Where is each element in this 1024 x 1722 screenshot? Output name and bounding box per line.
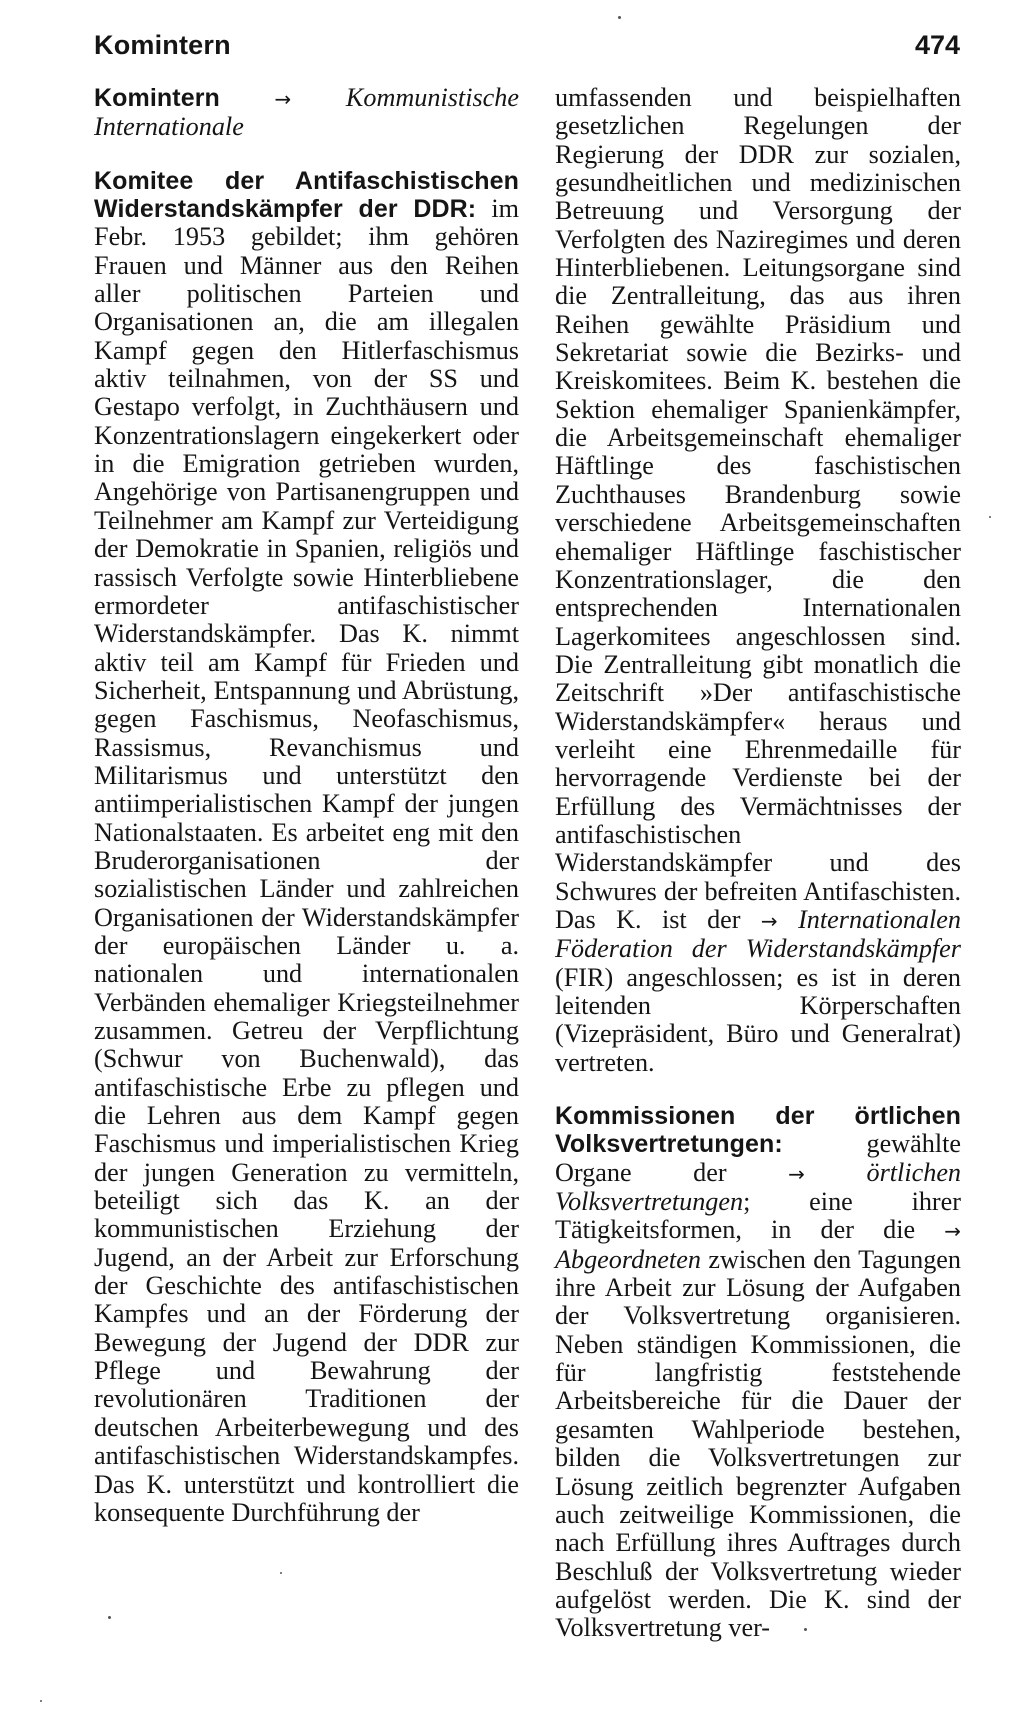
cross-reference-arrow-icon: → — [944, 1219, 961, 1244]
entry-body-text: ; eine ihrer Tätigkeitsformen, in der die — [555, 1187, 961, 1245]
running-head: Komintern — [94, 30, 231, 60]
entry-headword: Komitee der Antifaschistischen Widerstandskämpfer der DDR: — [94, 166, 519, 224]
scan-speck — [108, 1616, 111, 1619]
entry-komitee-continued — [555, 84, 961, 1077]
scan-speck — [280, 1572, 282, 1574]
entry-headword: Komintern — [94, 84, 220, 112]
entry-body-text: gewählte Organe der — [555, 1129, 961, 1187]
cross-reference-link[interactable]: örtlichen Volksvertretungen — [555, 1157, 962, 1217]
scan-speck — [618, 16, 621, 19]
scan-speck — [40, 1700, 42, 1702]
right-column — [555, 84, 961, 1643]
scan-speck — [989, 516, 991, 518]
cross-reference-link[interactable]: Abgeordneten — [555, 1244, 701, 1274]
entry-body-text: (FIR) angeschlossen; es ist in deren leitenden Körperschaften (Vizepräsident, Büro und Generalrat) vertreten. — [555, 962, 961, 1077]
entry-kommissionen — [555, 1102, 961, 1643]
entry-komitee — [94, 167, 519, 1528]
cross-reference-arrow-icon: → — [274, 87, 292, 111]
scan-speck — [804, 1628, 807, 1631]
entry-body-text: umfassenden und beispielhaften gesetzlichen Regelungen der Regierung der DDR zur sozialen, gesundheitlichen und medizinischen Betreuung und Versorgung der Verfolgten des Naziregimes und deren Hinterbliebenen. Leitungsorgane sind die Zentralleitung, das aus ihren Reihen gewählte Präsidium und Sekretariat sowie die Bezirks- und Kreiskomitees. Beim K. bestehen die Sektion ehemaliger Spanienkämpfer, die Arbeitsgemeinschaft ehemaliger Häftlinge des faschistischen Zuchthauses Brandenburg sowie verschiedene Arbeitsgemeinschaften ehemaliger Häftlinge faschistischer Konzentrationslager, die den entsprechenden Internationalen Lagerkomitees angeschlossen sind. Die Zentralleitung gibt monatlich die Zeitschrift »Der antifaschistische Widerstandskämpfer« heraus und verleiht eine Ehrenmedaille für hervorragende Verdienste bei der Erfüllung des Vermächtnisses der antifaschistischen Widerstandskämpfer und des Schwures der befreiten Antifaschisten. Das K. ist der — [555, 83, 961, 934]
cross-reference-link[interactable]: Internationalen Föderation der Widerstandskämpfer — [555, 904, 961, 964]
entry-headword: Kommissionen der örtlichen Volksvertretungen: — [555, 1102, 961, 1159]
left-column — [94, 84, 519, 1527]
entry-body-text: im Febr. 1953 gebildet; ihm gehören Frauen und Männer aus den Reihen aller politischen Parteien und Organisationen an, die am illegalen Kampf gegen den Hitlerfaschismus aktiv teilnahmen, von der SS und Gestapo verfolgt, in Zuchthäusern und Konzentrationslagern eingekerkert oder in die Emigration getrieben wurden, Angehörige von Partisanengruppen und Teilnehmer am Kampf zur Verteidigung der Demokratie in Spanien, religiös und rassisch Verfolgte sowie Hinterbliebene ermordeter antifaschistischer Widerstandskämpfer. Das K. nimmt aktiv teil am Kampf für Frieden und Sicherheit, Entspannung und Abrüstung, gegen Faschismus, Neofaschismus, Rassismus, Revanchismus und Militarismus und unterstützt den antiimperialistischen Kampf der jungen Nationalstaaten. Es arbeitet eng mit den Bruderorganisationen der sozialistischen Länder und zahlreichen Organisationen der Widerstandskämpfer der europäischen Länder u. a. nationalen und internationalen Verbänden ehemaliger Kriegsteilnehmer zusammen. Getreu der Verpflichtung (Schwur von Buchenwald), das antifaschistische Erbe zu pflegen und die Lehren aus dem Kampf gegen Faschismus und imperialistischen Krieg der jungen Generation zu vermitteln, beteiligt sich das K. an der kommunistischen Erziehung der Jugend, an der Arbeit zur Erforschung der Geschichte des antifaschistischen Kampfes und an der Förderung der Bewegung der Jugend der DDR zur Pflege und Bewahrung der revolutionären Traditionen der deutschen Arbeiterbewegung und des antifaschistischen Widerstandskampfes. Das K. unterstützt und kontrolliert die konsequente Durchführung der — [94, 194, 519, 1527]
entry-komintern — [94, 84, 519, 142]
cross-reference-link[interactable]: Kommunistische Internationale — [94, 83, 520, 142]
cross-reference-arrow-icon: → — [788, 1161, 805, 1186]
page-number: 474 — [914, 30, 960, 60]
cross-reference-arrow-icon: → — [760, 908, 778, 933]
entry-body-text: zwischen den Tagungen ihre Arbeit zur Lösung der Aufgaben der Volksvertretung organisieren. Neben ständigen Kommissionen, die für langfristig feststehende Arbeitsbereiche für die Dauer der gesamten Wahlperiode bestehen, bilden die Volksvertretungen zur Lösung zeitlich begrenzter Aufgaben auch zeitweilige Kommissionen, die nach Erfüllung ihres Auftrages durch Beschluß der Volksvertretung wieder aufgelöst werden. Die K. sind der Volksvertretung ver- — [555, 1244, 961, 1643]
